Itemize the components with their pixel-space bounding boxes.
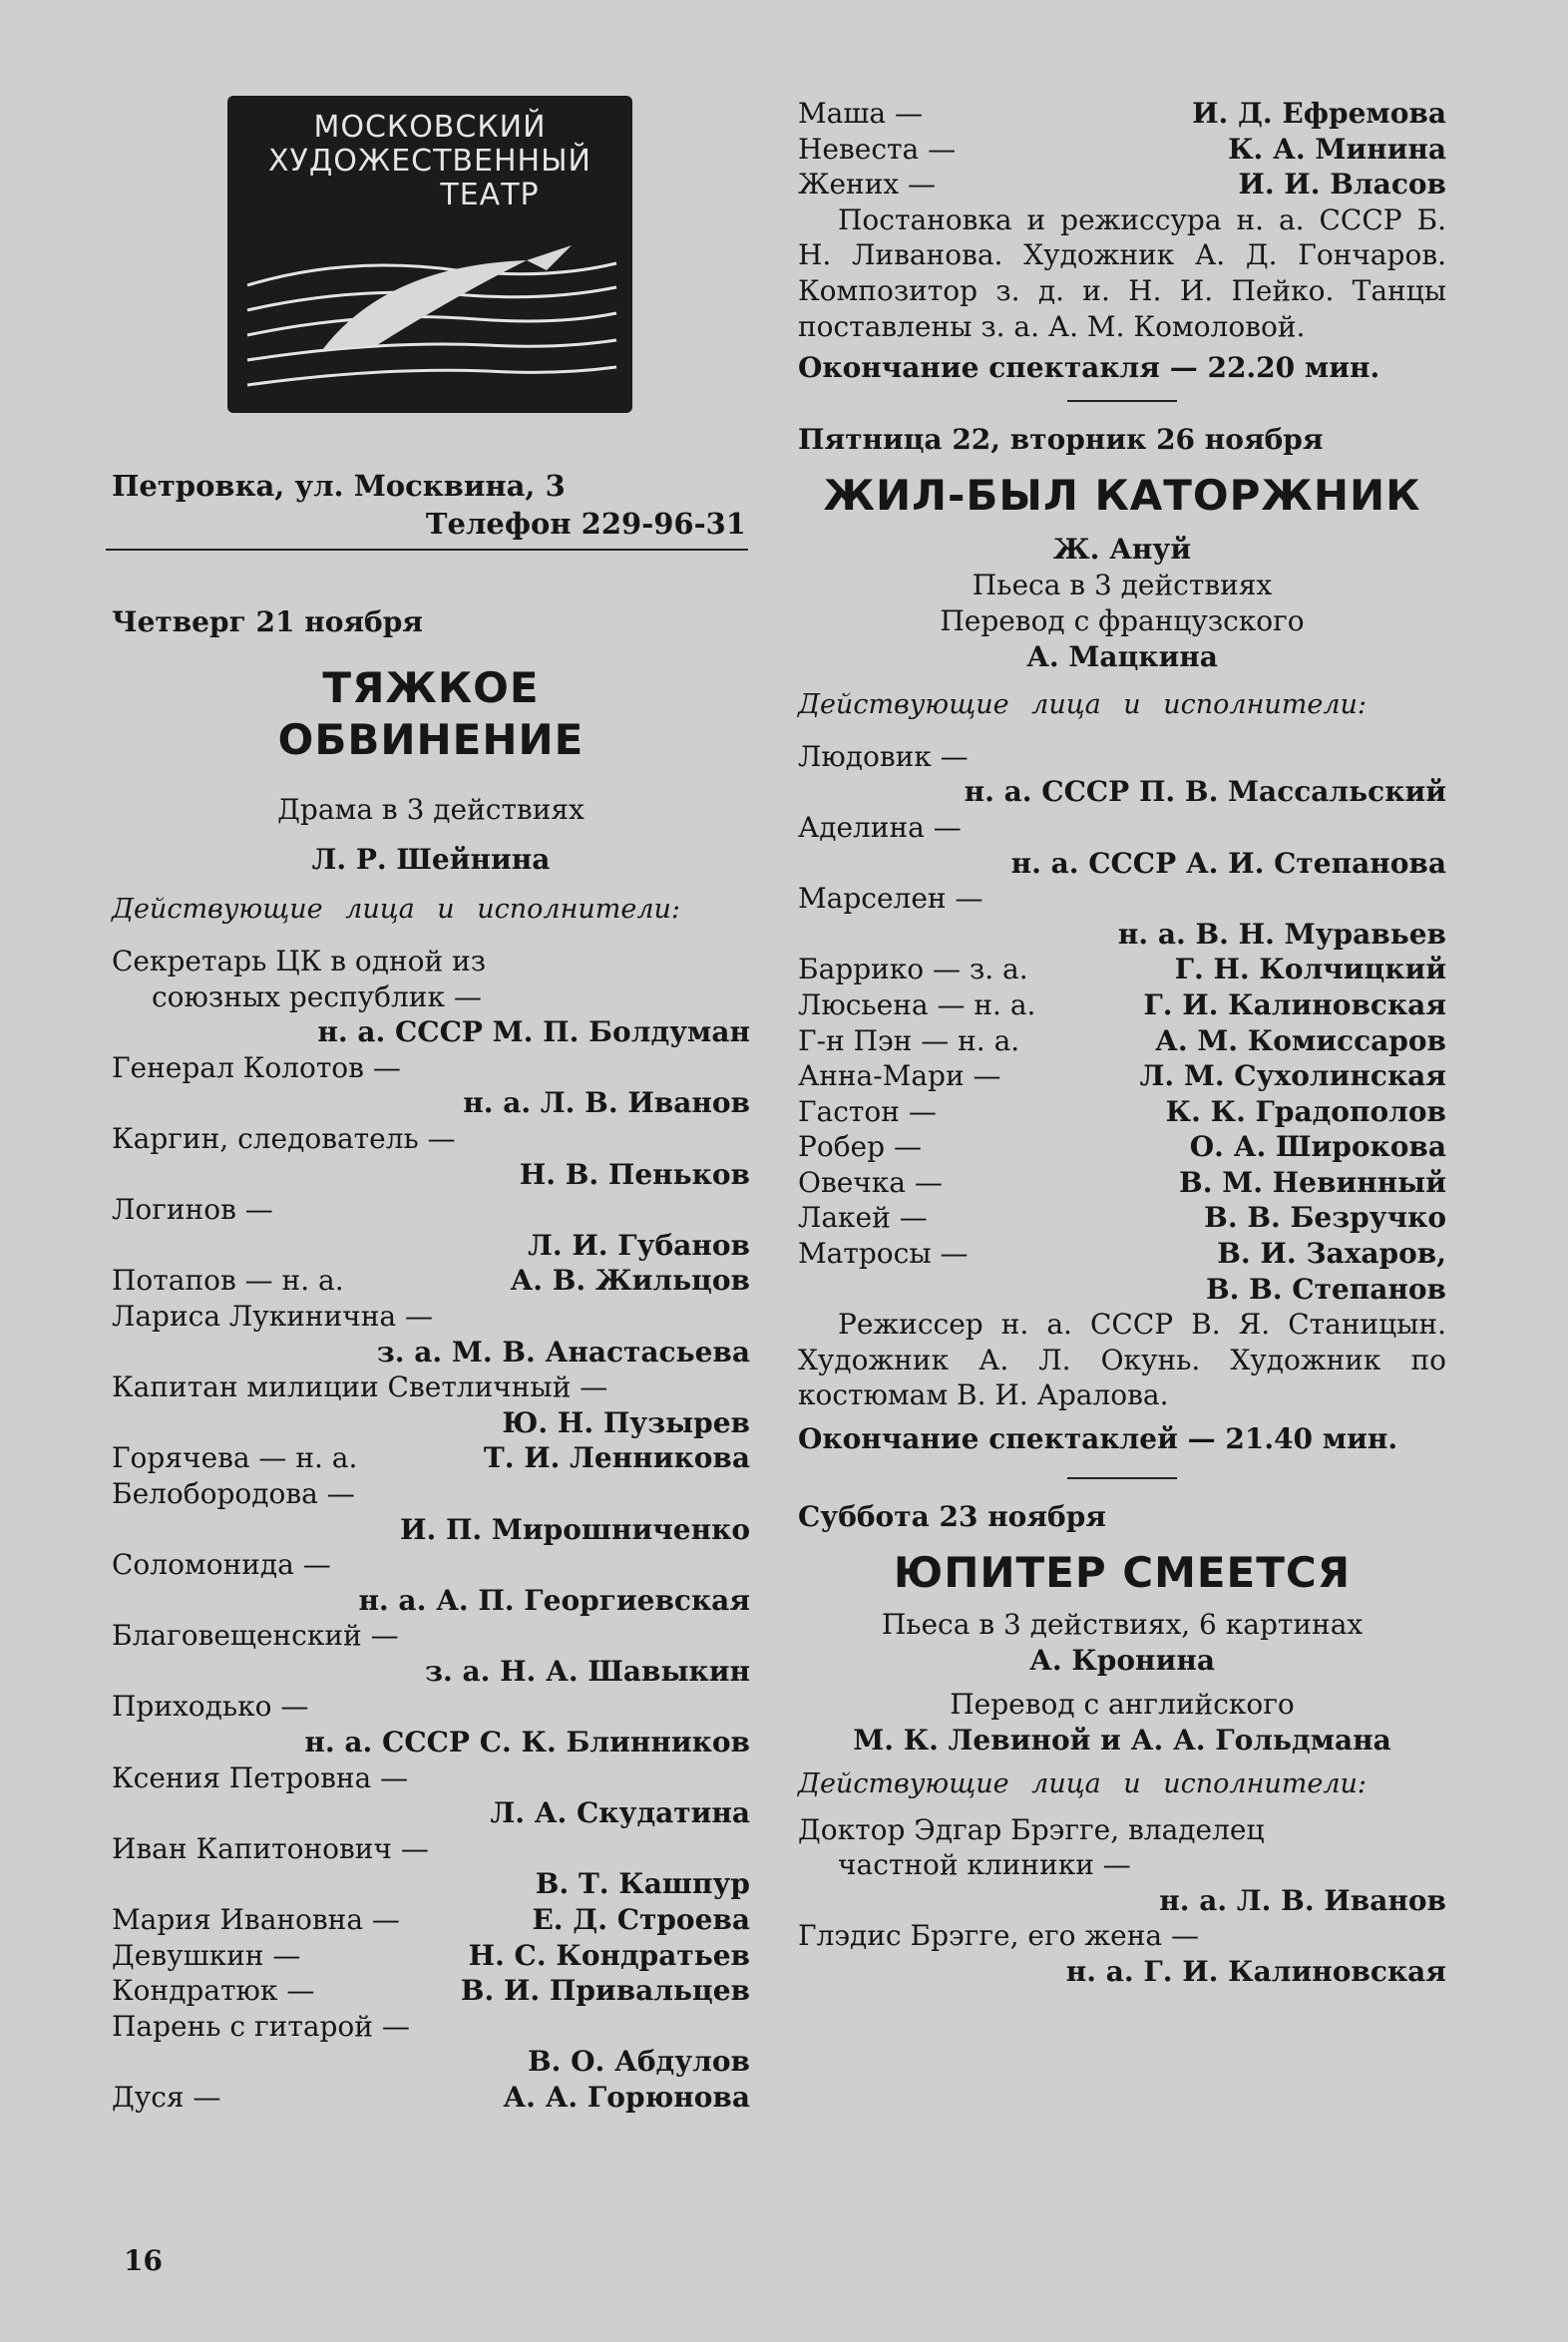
cast-row <box>112 1192 750 1228</box>
logo-line-3: ТЕАТР <box>440 178 540 212</box>
play1-author: Л. Р. Шейнина <box>311 843 551 876</box>
cast-row <box>112 1618 750 1654</box>
cast-actor: Л. А. Скудатина <box>490 1796 750 1830</box>
cast-row <box>112 1335 750 1370</box>
cast-actor: В. В. Безручко <box>1204 1201 1446 1235</box>
cast-row <box>798 1165 1446 1201</box>
cast-role: Каргин, следователь — <box>112 1121 456 1155</box>
cast-actor: н. а. Г. И. Калиновская <box>1065 1955 1446 1988</box>
cast-role: Секретарь ЦК в одной из <box>112 945 487 977</box>
cast-role: Соломонида — <box>112 1548 331 1582</box>
cast-actor: Л. М. Сухолинская <box>1139 1059 1446 1093</box>
cast-actor: Ю. Н. Пузырев <box>502 1405 750 1439</box>
cast-row <box>112 1902 750 1938</box>
cast-actor: н. а. СССР П. В. Массальский <box>964 775 1446 809</box>
cast-role: Кондратюк — <box>112 1974 315 2008</box>
cast-role: Генерал Колотов — <box>112 1050 401 1084</box>
cast-actor: н. а. Л. В. Иванов <box>1159 1883 1446 1917</box>
cast-row <box>798 1847 1446 1883</box>
cast-row <box>798 774 1446 810</box>
cast-role: Приходько — <box>112 1690 309 1724</box>
cast-row <box>798 167 1446 202</box>
play3-author: А. Кронина <box>1029 1643 1215 1677</box>
cast-actor: К. А. Минина <box>1228 132 1446 166</box>
cast-role: Люсьена — н. а. <box>798 987 1036 1021</box>
cast-actor: н. а. Л. В. Иванов <box>463 1086 750 1120</box>
play2-translator: А. Мацкина <box>1026 639 1218 673</box>
play2-day: Пятница 22, вторник 26 ноября <box>798 422 1324 456</box>
cast-actor: н. а. СССР А. И. Степанова <box>1010 846 1446 880</box>
address-block <box>112 467 746 543</box>
cast-actor: А. В. Жильцов <box>510 1264 750 1298</box>
cast-actor: Н. С. Кондратьев <box>468 1938 750 1972</box>
play2-credits: Режиссер н. а. СССР В. Я. Станицын. Художник А. Л. Окунь. Художник по костюмам В. И. Аралова. <box>798 1308 1446 1412</box>
address-divider <box>106 549 748 551</box>
cast-actor: Н. В. Пеньков <box>519 1157 750 1191</box>
play1-end-time: Окончание спектакля — 22.20 мин. <box>798 351 1380 385</box>
play1-cast-list <box>112 944 750 2116</box>
cast-role: Ксения Петровна — <box>112 1760 409 1794</box>
cast-role: Лариса Лукинична — <box>112 1299 434 1333</box>
play1-title-line2: ОБВИНЕНИЕ <box>277 715 585 764</box>
logo-line-2: ХУДОЖЕСТВЕННЫЙ <box>268 144 591 179</box>
phone-number: Телефон 229-96-31 <box>425 507 746 541</box>
cast-row <box>112 1654 750 1690</box>
cast-row <box>112 1689 750 1725</box>
cast-row <box>112 1228 750 1264</box>
cast-actor: И. Д. Ефремова <box>1192 97 1446 130</box>
play3-translation: Перевод с английского <box>950 1687 1295 1721</box>
right-column <box>798 96 1446 1990</box>
cast-actor: О. А. Широкова <box>1189 1130 1446 1164</box>
play1-title-line1: ТЯЖКОЕ <box>322 663 540 712</box>
cast-row <box>798 846 1446 882</box>
cast-actor: Л. И. Губанов <box>528 1228 750 1262</box>
play1-section <box>112 604 750 2116</box>
cast-row <box>112 1547 750 1583</box>
cast-row <box>798 1236 1446 1272</box>
cast-actor: А. А. Горюнова <box>503 2081 750 2114</box>
cast-role: Благовещенский — <box>112 1619 399 1653</box>
play3-day: Суббота 23 ноября <box>798 1499 1106 1533</box>
cast-row <box>112 2044 750 2080</box>
cast-role: Г-н Пэн — н. а. <box>798 1023 1020 1057</box>
cast-actor: В. Т. Кашпур <box>535 1867 750 1901</box>
cast-role: Жених — <box>798 168 937 201</box>
cast-role: Мария Ивановна — <box>112 1903 400 1937</box>
cast-role: Баррико — з. а. <box>798 953 1028 986</box>
cast-row <box>798 1094 1446 1130</box>
cast-role: Маша — <box>798 97 923 130</box>
cast-row <box>112 1440 750 1476</box>
cast-actor: И. И. Власов <box>1238 168 1446 201</box>
cast-actor: К. К. Градополов <box>1165 1094 1446 1128</box>
play1-cast-heading: Действующие лица и исполнители: <box>112 894 681 925</box>
cast-actor: Г. И. Калиновская <box>1143 987 1446 1021</box>
play2-cast-list <box>798 739 1446 1308</box>
cast-row <box>112 1866 750 1902</box>
cast-row <box>112 1583 750 1619</box>
cast-row <box>112 1405 750 1441</box>
cast-row <box>798 881 1446 917</box>
cast-actor: Т. И. Ленникова <box>483 1441 750 1475</box>
cast-row <box>112 1831 750 1867</box>
cast-role: Глэдис Брэгге, его жена — <box>798 1919 1199 1953</box>
cast-row <box>112 1050 750 1086</box>
cast-role: Невеста — <box>798 132 957 166</box>
section-divider-2 <box>1067 1477 1177 1479</box>
cast-actor: н. а. А. П. Георгиевская <box>358 1583 750 1617</box>
cast-row <box>112 1121 750 1157</box>
cast-row <box>798 1812 1446 1848</box>
play1-cont-cast-list <box>798 96 1446 202</box>
cast-row <box>112 2080 750 2116</box>
cast-row <box>798 1954 1446 1990</box>
cast-role: Капитан милиции Светличный — <box>112 1370 608 1404</box>
cast-role: частной клиники — <box>838 1848 1131 1882</box>
cast-actor: В. М. Невинный <box>1179 1165 1446 1199</box>
cast-row <box>798 1883 1446 1919</box>
cast-row <box>798 96 1446 132</box>
cast-role: Робер — <box>798 1130 922 1164</box>
cast-role: Логинов — <box>112 1193 273 1227</box>
play2-title: ЖИЛ-БЫЛ КАТОРЖНИК <box>823 470 1421 520</box>
cast-actor: н. а. СССР М. П. Болдуман <box>317 1015 750 1049</box>
cast-role: Иван Капитонович — <box>112 1831 429 1865</box>
cast-row <box>798 952 1446 987</box>
play3-cast-heading: Действующие лица и исполнители: <box>798 1767 1368 1799</box>
cast-row <box>112 1725 750 1760</box>
cast-row <box>798 810 1446 846</box>
cast-row <box>112 1263 750 1299</box>
cast-row <box>798 1918 1446 1954</box>
section-divider-1 <box>1067 400 1177 402</box>
cast-row <box>112 979 750 1015</box>
play3-genre: Пьеса в 3 действиях, 6 картинах <box>881 1607 1364 1641</box>
cast-row <box>112 1157 750 1193</box>
cast-row <box>798 987 1446 1023</box>
cast-row <box>112 1973 750 2009</box>
cast-row <box>798 1129 1446 1165</box>
cast-role: Дуся — <box>112 2081 221 2114</box>
cast-actor: В. О. Абдулов <box>528 2045 750 2079</box>
play1-genre: Драма в 3 действиях <box>277 793 585 826</box>
cast-role: Марселен — <box>798 882 983 916</box>
play1-day: Четверг 21 ноября <box>112 605 423 638</box>
cast-row <box>112 1760 750 1796</box>
cast-role: Гастон — <box>798 1094 937 1128</box>
cast-row <box>112 944 750 979</box>
cast-row <box>112 1369 750 1405</box>
cast-row <box>798 1272 1446 1308</box>
cast-actor: Г. Н. Колчицкий <box>1174 953 1446 986</box>
cast-role: Горячева — н. а. <box>112 1441 358 1475</box>
play2-author: Ж. Ануй <box>1052 532 1192 566</box>
play1-credits: Постановка и режиссура н. а. СССР Б. Н. Ливанова. Художник А. Д. Гончаров. Композитор з. д. и. Н. И. Пейко. Танцы поставлены з. а. А. М. Комоловой. <box>798 202 1446 343</box>
cast-role: Анна-Мари — <box>798 1059 1001 1093</box>
cast-row <box>112 1938 750 1974</box>
cast-role: Парень с гитарой — <box>112 2009 410 2043</box>
cast-actor: В. И. Захаров, <box>1217 1237 1446 1271</box>
cast-row <box>112 1299 750 1335</box>
cast-role: Матросы — <box>798 1237 969 1271</box>
page-number: 16 <box>124 2244 163 2277</box>
cast-actor: н. а. В. Н. Муравьев <box>1117 917 1446 951</box>
cast-actor: Е. Д. Строева <box>532 1903 750 1937</box>
cast-row <box>112 1795 750 1831</box>
play2-translation: Перевод с французского <box>940 603 1305 637</box>
cast-role: союзных республик — <box>152 979 482 1013</box>
cast-actor: А. М. Комиссаров <box>1155 1023 1446 1057</box>
cast-actor: В. И. Привальцев <box>460 1974 750 2008</box>
cast-row <box>798 1200 1446 1236</box>
cast-row <box>112 1476 750 1512</box>
cast-row <box>798 132 1446 168</box>
play3-cast-list <box>798 1812 1446 1990</box>
cast-actor: В. В. Степанов <box>1205 1272 1446 1306</box>
cast-role: Аделина — <box>798 810 962 844</box>
cast-actor: з. а. М. В. Анастасьева <box>376 1335 750 1368</box>
play3-translators: М. К. Левиной и А. А. Гольдмана <box>853 1723 1391 1756</box>
play2-cast-heading: Действующие лица и исполнители: <box>798 688 1368 720</box>
cast-role: Белобородова — <box>112 1476 355 1510</box>
cast-row <box>798 1023 1446 1059</box>
cast-row <box>798 1058 1446 1094</box>
play2-genre: Пьеса в 3 действиях <box>972 568 1273 601</box>
street-address: Петровка, ул. Москвина, 3 <box>112 469 566 503</box>
cast-actor: И. П. Мирошниченко <box>400 1512 750 1546</box>
cast-actor: з. а. Н. А. Шавыкин <box>425 1654 750 1688</box>
logo-line-1: МОСКОВСКИЙ <box>313 110 547 145</box>
cast-row <box>798 739 1446 775</box>
cast-row <box>112 1512 750 1548</box>
cast-role: Доктор Эдгар Брэгге, владелец <box>798 1812 1265 1846</box>
play2-end-time: Окончание спектаклей — 21.40 мин. <box>798 1422 1398 1456</box>
cast-actor: н. а. СССР С. К. Блинников <box>304 1726 750 1759</box>
cast-row <box>112 2009 750 2045</box>
cast-role: Овечка — <box>798 1165 943 1199</box>
cast-row <box>112 1014 750 1050</box>
cast-role: Потапов — н. а. <box>112 1264 344 1298</box>
cast-role: Девушкин — <box>112 1938 301 1972</box>
cast-role: Лакей — <box>798 1201 928 1235</box>
cast-row <box>798 917 1446 953</box>
theatre-logo <box>227 96 632 413</box>
cast-role: Людовик — <box>798 739 969 773</box>
cast-row <box>112 1085 750 1121</box>
play3-title: ЮПИТЕР СМЕЕТСЯ <box>893 1547 1352 1597</box>
